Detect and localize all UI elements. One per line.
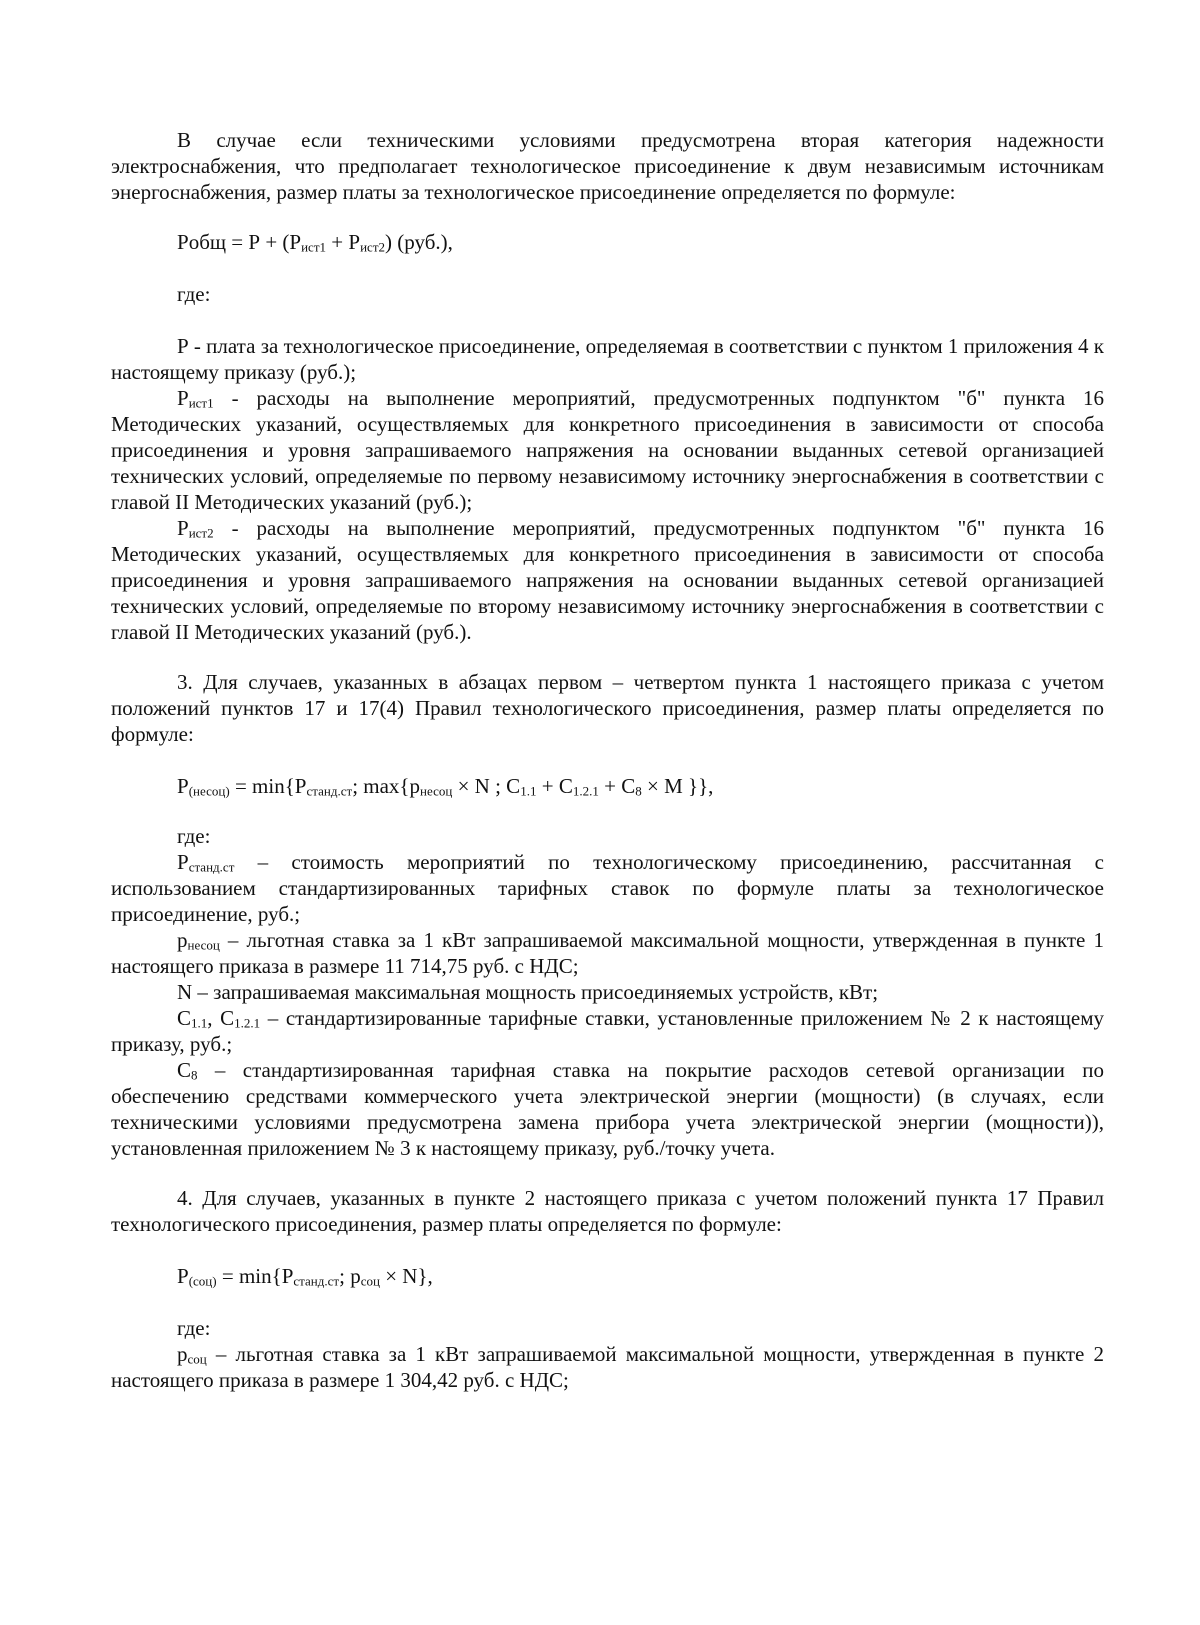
formula-nesoc: $Р_{(несоц)} = \min\{Р_{станд.ст}$; $\max\{p_{несоц} \times N$ ; $С_{1.1} + С_{1.2.1} + С_8 \times М$ }}, [177,774,714,799]
definition-p-soc: $p_{соц}$ – льготная ставка за 1 кВт запрашиваемой максимальной мощности, утвержденная в пункте 2 настоящего приказа в размере 1 304,42 руб. с НДС; [111,1342,1104,1392]
where-label-1: где: [177,282,211,306]
formula-total: Робщ = $Р + (Р_{ист1} + Р_{ист2})$ (руб.), [177,230,453,255]
formula-soc: $Р_{(соц)} = \min\{Р_{станд.ст}$; $p_{соц} \times N$}, [177,1264,433,1289]
document-body [111,127,1104,1393]
definition-p-stand: $Р_{станд.ст}$ – стоимость мероприятий по технологическому присоединению, рассчитанная с использованием стандартизированных тарифных ставок по формуле платы за технологическое присоединение, руб.; [111,850,1104,926]
definition-p-ist2: $Р_{ист2}$ - расходы на выполнение мероприятий, предусмотренных подпунктом "б" пункта 16 Методических указаний, осуществляемых для конкретного присоединения в зависимости от способа присоединения и уровня запрашиваемого напряжения на основании выданных сетевой организацией технических условий, определяемые по второму независимому источнику энергоснабжения в соответствии с главой II Методических указаний (руб.). [111,516,1104,644]
definition-p-nesoc: $p_{несоц}$ – льготная ставка за 1 кВт запрашиваемой максимальной мощности, утвержденная в пункте 1 настоящего приказа в размере 11 714,75 руб. с НДС; [111,928,1104,978]
definition-p: Р - плата за технологическое присоединение, определяемая в соответствии с пунктом 1 приложения 4 к настоящему приказу (руб.); [111,334,1104,384]
paragraph-intro: В случае если техническими условиями предусмотрена вторая категория надежности электроснабжения, что предполагает технологическое присоединение к двум независимым источникам энергоснабжения, размер платы за технологическое присоединение определяется по формуле: [111,128,1104,204]
where-label-3: где: [177,1316,211,1340]
paragraph-4: 4. Для случаев, указанных в пункте 2 настоящего приказа с учетом положений пункта 17 Правил технологического присоединения, размер платы определяется по формуле: [111,1186,1104,1236]
paragraph-3: 3. Для случаев, указанных в абзацах первом – четвертом пункта 1 настоящего приказа с учетом положений пунктов 17 и 17(4) Правил технологического присоединения, размер платы определяется по формуле: [111,670,1104,746]
where-label-2: где: [177,824,211,848]
definition-n: N – запрашиваемая максимальная мощность присоединяемых устройств, кВт; [177,980,879,1004]
definition-p-ist1: $Р_{ист1}$ - расходы на выполнение мероприятий, предусмотренных подпунктом "б" пункта 16 Методических указаний, осуществляемых для конкретного присоединения в зависимости от способа присоединения и уровня запрашиваемого напряжения на основании выданных сетевой организацией технических условий, определяемые по первому независимому источнику энергоснабжения в соответствии с главой II Методических указаний (руб.); [111,386,1104,514]
definition-c11-c121: $С_{1.1}$, $С_{1.2.1}$ – стандартизированные тарифные ставки, установленные приложением № 2 к настоящему приказу, руб.; [111,1006,1104,1056]
definition-c8: $С_8$ – стандартизированная тарифная ставка на покрытие расходов сетевой организации по обеспечению средствами коммерческого учета электрической энергии (мощности) (в случаях, если техническими условиями предусмотрена замена прибора учета электрической энергии (мощности)), установленная приложением № 3 к настоящему приказу, руб./точку учета. [111,1058,1104,1160]
